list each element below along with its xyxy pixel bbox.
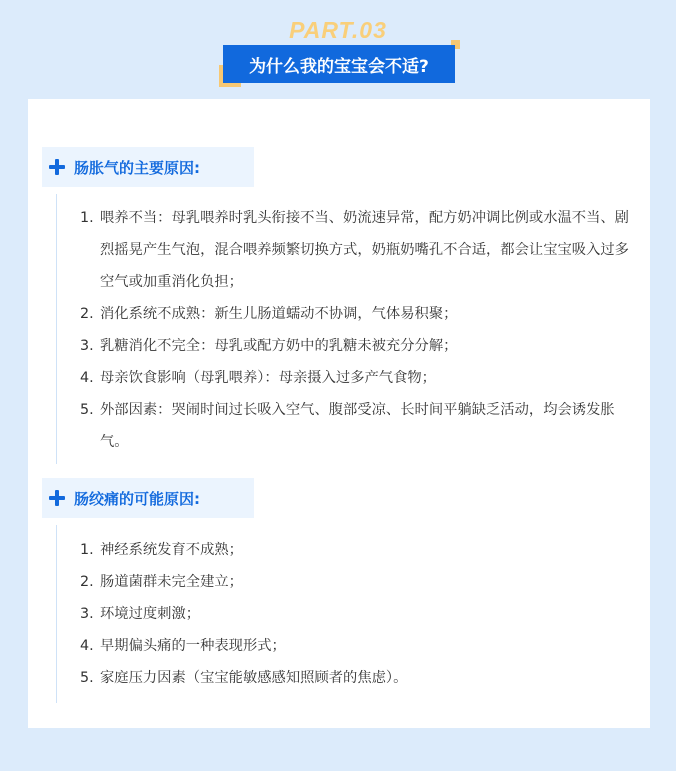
part-label: PART.03 <box>289 17 387 43</box>
list-item: 1. 喂养不当：母乳喂养时乳头衔接不当、奶流速异常，配方奶冲调比例或水温不当、剧烈摇晃产生气泡，混合喂养频繁切换方式，奶瓶奶嘴孔不合适，都会让宝宝吸入过多空气或加重消化负担； <box>80 210 629 290</box>
section-divider-line <box>56 194 57 464</box>
list-item: 4. 早期偏头痛的一种表现形式； <box>80 638 286 654</box>
plus-icon <box>48 489 66 507</box>
page-title: 为什么我的宝宝会不适? <box>223 45 455 83</box>
content-card <box>28 99 650 728</box>
list-item: 2. 肠道菌群未完全建立； <box>80 574 243 590</box>
plus-icon <box>48 158 66 176</box>
bloating-cause-list <box>80 202 640 458</box>
section-header-bloating <box>42 147 254 187</box>
list-item: 2. 消化系统不成熟：新生儿肠道蠕动不协调，气体易积聚； <box>80 306 458 322</box>
list-item: 1. 神经系统发育不成熟； <box>80 542 243 558</box>
section-title: 肠胀气的主要原因: <box>74 158 200 177</box>
colic-cause-list <box>80 534 640 694</box>
list-item: 4. 母亲饮食影响（母乳喂养）：母亲摄入过多产气食物； <box>80 370 436 386</box>
list-item: 5. 家庭压力因素（宝宝能敏感感知照顾者的焦虑）。 <box>80 670 408 686</box>
list-item: 3. 环境过度刺激； <box>80 606 201 622</box>
section-title: 肠绞痛的可能原因: <box>74 489 200 508</box>
list-item: 5. 外部因素：哭闹时间过长吸入空气、腹部受凉、长时间平躺缺乏活动，均会诱发胀气。 <box>80 402 615 450</box>
section-divider-line <box>56 525 57 703</box>
section-header-colic <box>42 478 254 518</box>
list-item: 3. 乳糖消化不完全：母乳或配方奶中的乳糖未被充分分解； <box>80 338 458 354</box>
